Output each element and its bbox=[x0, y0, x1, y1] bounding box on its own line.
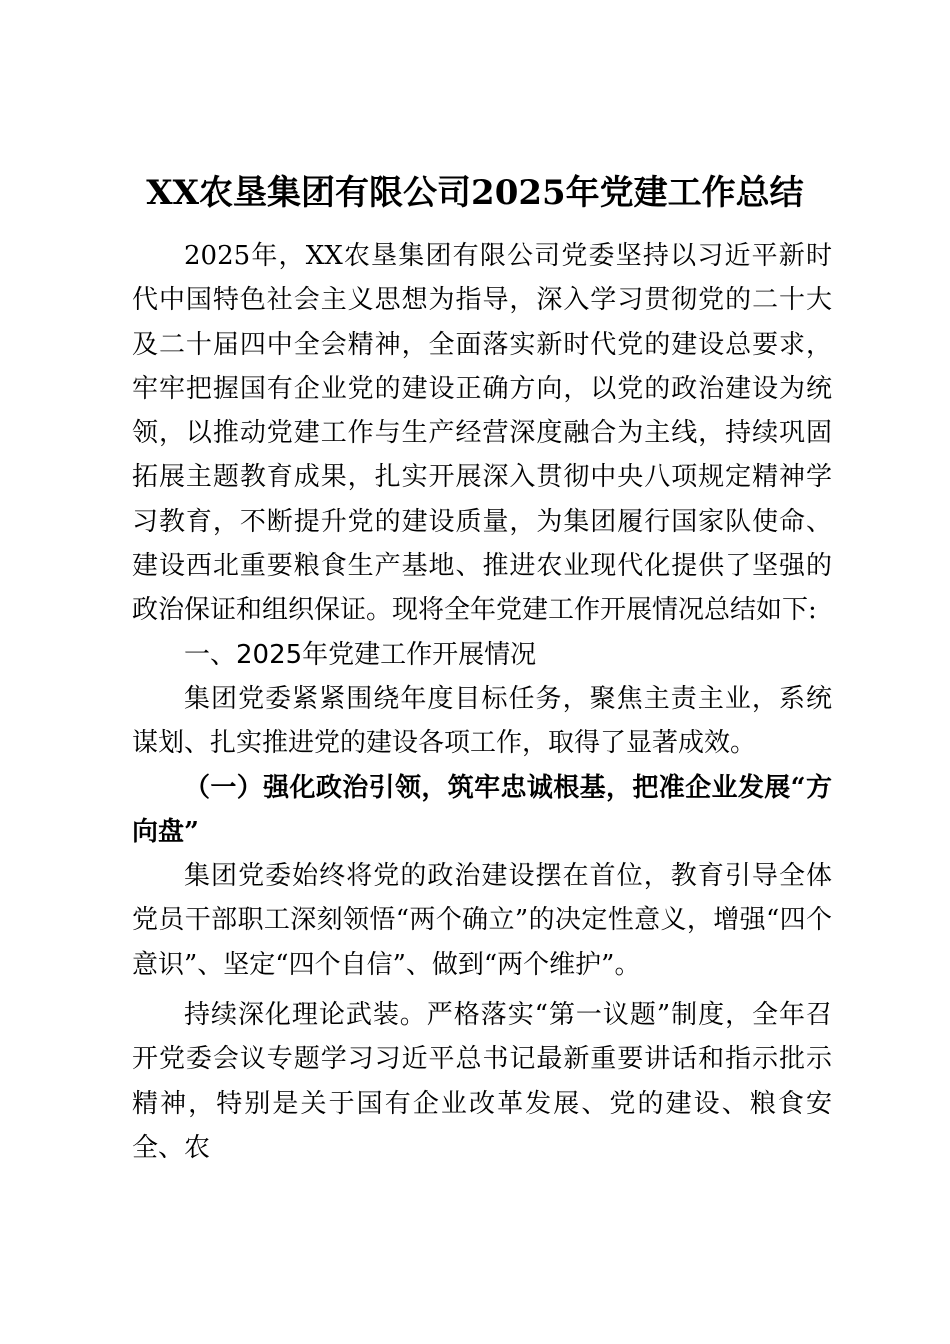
section-heading-1: 一、2025年党建工作开展情况 bbox=[184, 639, 537, 670]
section-1-paragraph: 集团党委紧紧围绕年度目标任务，聚焦主责主业，系统谋划、扎实推进党的建设各项工作，取得了显著成效。 bbox=[132, 683, 832, 759]
document-body bbox=[132, 234, 832, 1170]
subsection-1-paragraph-2: 持续深化理论武装。严格落实“第一议题”制度，全年召开党委会议专题学习习近平总书记最新重要讲话和指示批示精神，特别是关于国有企业改革发展、党的建设、粮食安全、农 bbox=[132, 1000, 832, 1163]
intro-paragraph: 2025年，XX农垦集团有限公司党委坚持以习近平新时代中国特色社会主义思想为指导，深入学习贯彻党的二十大及二十届四中全会精神，全面落实新时代党的建设总要求，牢牢把握国有企业党的建设正确方向，以党的政治建设为统领，以推动党建工作与生产经营深度融合为主线，持续巩固拓展主题教育成果，扎实开展深入贯彻中央八项规定精神学习教育，不断提升党的建设质量，为集团履行国家队使命、建设西北重要粮食生产基地、推进农业现代化提供了坚强的政治保证和组织保证。现将全年党建工作开展情况总结如下: bbox=[132, 241, 832, 626]
subsection-heading-1: （一）强化政治引领，筑牢忠诚根基，把准企业发展“方向盘” bbox=[132, 772, 832, 847]
document-title: XX农垦集团有限公司2025年党建工作总结 bbox=[146, 173, 804, 213]
subsection-1-paragraph-1: 集团党委始终将党的政治建设摆在首位，教育引导全体党员干部职工深刻领悟“两个确立”的决定性意义，增强“四个意识”、坚定“四个自信”、做到“两个维护”。 bbox=[132, 861, 832, 980]
